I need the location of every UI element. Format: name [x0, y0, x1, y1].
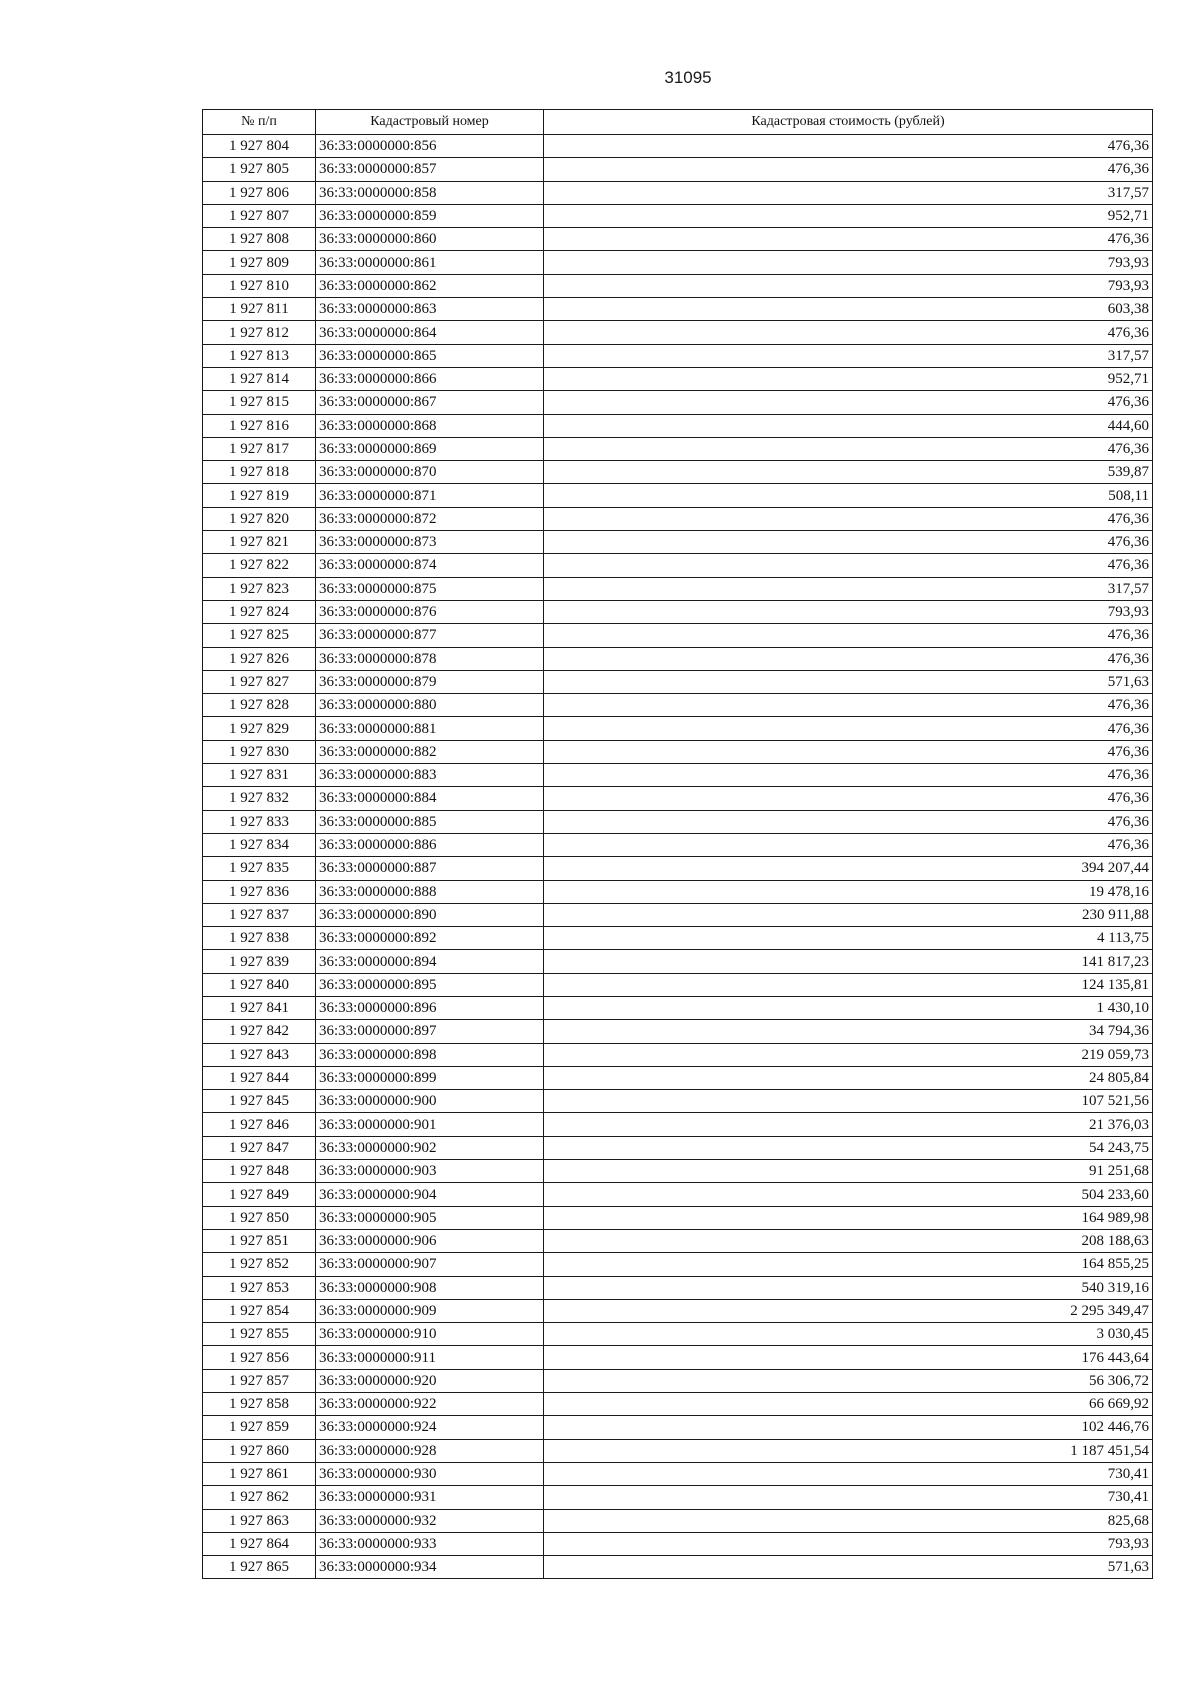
row-number-cell: 1 927 851: [203, 1229, 316, 1252]
row-number-cell: 1 927 863: [203, 1509, 316, 1532]
table-row: [203, 694, 1153, 717]
cadastral-number-cell: 36:33:0000000:904: [316, 1183, 544, 1206]
table-row: [203, 1439, 1153, 1462]
table-row: [203, 461, 1153, 484]
table-row: [203, 1113, 1153, 1136]
table-row: [203, 274, 1153, 297]
row-number-cell: 1 927 856: [203, 1346, 316, 1369]
cadastral-value-cell: 21 376,03: [544, 1113, 1153, 1136]
row-number-cell: 1 927 821: [203, 531, 316, 554]
cadastral-number-cell: 36:33:0000000:877: [316, 624, 544, 647]
table-row: [203, 624, 1153, 647]
cadastral-number-cell: 36:33:0000000:909: [316, 1299, 544, 1322]
cadastral-value-cell: 476,36: [544, 740, 1153, 763]
cadastral-value-cell: 164 855,25: [544, 1253, 1153, 1276]
cadastral-number-cell: 36:33:0000000:899: [316, 1066, 544, 1089]
cadastral-value-cell: 793,93: [544, 274, 1153, 297]
page-number: 31095: [664, 68, 712, 87]
table-row: [203, 600, 1153, 623]
row-number-cell: 1 927 842: [203, 1020, 316, 1043]
cadastral-number-cell: 36:33:0000000:872: [316, 507, 544, 530]
cadastral-value-table: [202, 109, 1153, 1579]
row-number-cell: 1 927 849: [203, 1183, 316, 1206]
cadastral-number-cell: 36:33:0000000:895: [316, 973, 544, 996]
cadastral-number-cell: 36:33:0000000:859: [316, 204, 544, 227]
cadastral-number-cell: 36:33:0000000:888: [316, 880, 544, 903]
cadastral-value-cell: 476,36: [544, 787, 1153, 810]
cadastral-value-cell: 476,36: [544, 228, 1153, 251]
header-row-number: № п/п: [203, 110, 316, 135]
row-number-cell: 1 927 864: [203, 1532, 316, 1555]
cadastral-number-cell: 36:33:0000000:874: [316, 554, 544, 577]
cadastral-value-cell: 793,93: [544, 1532, 1153, 1555]
table-row: [203, 204, 1153, 227]
cadastral-value-cell: 54 243,75: [544, 1136, 1153, 1159]
cadastral-value-cell: 19 478,16: [544, 880, 1153, 903]
cadastral-value-cell: 476,36: [544, 764, 1153, 787]
cadastral-value-cell: 730,41: [544, 1486, 1153, 1509]
cadastral-number-cell: 36:33:0000000:880: [316, 694, 544, 717]
row-number-cell: 1 927 809: [203, 251, 316, 274]
cadastral-value-cell: 476,36: [544, 647, 1153, 670]
cadastral-number-cell: 36:33:0000000:886: [316, 833, 544, 856]
cadastral-value-cell: 476,36: [544, 717, 1153, 740]
row-number-cell: 1 927 860: [203, 1439, 316, 1462]
cadastral-value-cell: 230 911,88: [544, 903, 1153, 926]
cadastral-number-cell: 36:33:0000000:869: [316, 437, 544, 460]
cadastral-number-cell: 36:33:0000000:890: [316, 903, 544, 926]
cadastral-value-cell: 164 989,98: [544, 1206, 1153, 1229]
cadastral-value-cell: 571,63: [544, 670, 1153, 693]
table-row: [203, 577, 1153, 600]
row-number-cell: 1 927 835: [203, 857, 316, 880]
table-row: [203, 1346, 1153, 1369]
row-number-cell: 1 927 813: [203, 344, 316, 367]
table-row: [203, 414, 1153, 437]
table-row: [203, 1066, 1153, 1089]
row-number-cell: 1 927 804: [203, 135, 316, 158]
header-cadastral-number: Кадастровый номер: [316, 110, 544, 135]
table-row: [203, 1486, 1153, 1509]
row-number-cell: 1 927 823: [203, 577, 316, 600]
cadastral-value-cell: 107 521,56: [544, 1090, 1153, 1113]
cadastral-value-cell: 2 295 349,47: [544, 1299, 1153, 1322]
row-number-cell: 1 927 861: [203, 1462, 316, 1485]
row-number-cell: 1 927 838: [203, 927, 316, 950]
cadastral-value-cell: 603,38: [544, 298, 1153, 321]
cadastral-value-cell: 317,57: [544, 344, 1153, 367]
cadastral-number-cell: 36:33:0000000:873: [316, 531, 544, 554]
cadastral-number-cell: 36:33:0000000:860: [316, 228, 544, 251]
row-number-cell: 1 927 839: [203, 950, 316, 973]
cadastral-number-cell: 36:33:0000000:884: [316, 787, 544, 810]
table-row: [203, 950, 1153, 973]
cadastral-value-cell: 1 430,10: [544, 996, 1153, 1019]
cadastral-value-cell: 508,11: [544, 484, 1153, 507]
cadastral-number-cell: 36:33:0000000:910: [316, 1323, 544, 1346]
row-number-cell: 1 927 828: [203, 694, 316, 717]
cadastral-number-cell: 36:33:0000000:928: [316, 1439, 544, 1462]
table-row: [203, 1323, 1153, 1346]
row-number-cell: 1 927 846: [203, 1113, 316, 1136]
row-number-cell: 1 927 831: [203, 764, 316, 787]
cadastral-value-cell: 66 669,92: [544, 1393, 1153, 1416]
cadastral-value-cell: 730,41: [544, 1462, 1153, 1485]
row-number-cell: 1 927 836: [203, 880, 316, 903]
table-row: [203, 740, 1153, 763]
cadastral-value-cell: 91 251,68: [544, 1160, 1153, 1183]
cadastral-value-cell: 141 817,23: [544, 950, 1153, 973]
table-row: [203, 903, 1153, 926]
cadastral-number-cell: 36:33:0000000:897: [316, 1020, 544, 1043]
cadastral-number-cell: 36:33:0000000:863: [316, 298, 544, 321]
cadastral-number-cell: 36:33:0000000:924: [316, 1416, 544, 1439]
table-row: [203, 554, 1153, 577]
cadastral-value-cell: 317,57: [544, 577, 1153, 600]
table-row: [203, 437, 1153, 460]
cadastral-value-cell: 24 805,84: [544, 1066, 1153, 1089]
cadastral-number-cell: 36:33:0000000:858: [316, 181, 544, 204]
table-row: [203, 1509, 1153, 1532]
cadastral-value-cell: 4 113,75: [544, 927, 1153, 950]
table-row: [203, 321, 1153, 344]
row-number-cell: 1 927 824: [203, 600, 316, 623]
table-row: [203, 135, 1153, 158]
cadastral-number-cell: 36:33:0000000:896: [316, 996, 544, 1019]
row-number-cell: 1 927 865: [203, 1556, 316, 1579]
cadastral-value-cell: 124 135,81: [544, 973, 1153, 996]
cadastral-number-cell: 36:33:0000000:870: [316, 461, 544, 484]
row-number-cell: 1 927 834: [203, 833, 316, 856]
cadastral-number-cell: 36:33:0000000:933: [316, 1532, 544, 1555]
table-row: [203, 647, 1153, 670]
cadastral-number-cell: 36:33:0000000:883: [316, 764, 544, 787]
cadastral-number-cell: 36:33:0000000:922: [316, 1393, 544, 1416]
cadastral-value-cell: 504 233,60: [544, 1183, 1153, 1206]
cadastral-value-cell: 476,36: [544, 391, 1153, 414]
table-row: [203, 764, 1153, 787]
cadastral-number-cell: 36:33:0000000:920: [316, 1369, 544, 1392]
table-row: [203, 298, 1153, 321]
table-row: [203, 1160, 1153, 1183]
row-number-cell: 1 927 818: [203, 461, 316, 484]
row-number-cell: 1 927 832: [203, 787, 316, 810]
table-row: [203, 158, 1153, 181]
row-number-cell: 1 927 805: [203, 158, 316, 181]
cadastral-value-cell: 571,63: [544, 1556, 1153, 1579]
cadastral-number-cell: 36:33:0000000:887: [316, 857, 544, 880]
row-number-cell: 1 927 817: [203, 437, 316, 460]
table-row: [203, 833, 1153, 856]
cadastral-value-cell: 793,93: [544, 251, 1153, 274]
table-row: [203, 1136, 1153, 1159]
cadastral-value-cell: 219 059,73: [544, 1043, 1153, 1066]
cadastral-value-cell: 476,36: [544, 321, 1153, 344]
table-row: [203, 531, 1153, 554]
cadastral-value-cell: 539,87: [544, 461, 1153, 484]
cadastral-value-cell: 476,36: [544, 135, 1153, 158]
cadastral-number-cell: 36:33:0000000:857: [316, 158, 544, 181]
table-row: [203, 1393, 1153, 1416]
cadastral-value-cell: 952,71: [544, 367, 1153, 390]
table-row: [203, 1206, 1153, 1229]
cadastral-number-cell: 36:33:0000000:902: [316, 1136, 544, 1159]
row-number-cell: 1 927 830: [203, 740, 316, 763]
table-row: [203, 1183, 1153, 1206]
table-row: [203, 927, 1153, 950]
table-row: [203, 880, 1153, 903]
row-number-cell: 1 927 819: [203, 484, 316, 507]
cadastral-number-cell: 36:33:0000000:868: [316, 414, 544, 437]
row-number-cell: 1 927 841: [203, 996, 316, 1019]
table-row: [203, 367, 1153, 390]
cadastral-value-cell: 476,36: [544, 694, 1153, 717]
table-row: [203, 391, 1153, 414]
header-cadastral-value: Кадастровая стоимость (рублей): [544, 110, 1153, 135]
cadastral-number-cell: 36:33:0000000:894: [316, 950, 544, 973]
cadastral-number-cell: 36:33:0000000:903: [316, 1160, 544, 1183]
header-row: [203, 110, 1153, 135]
table-row: [203, 810, 1153, 833]
cadastral-number-cell: 36:33:0000000:906: [316, 1229, 544, 1252]
cadastral-value-cell: 476,36: [544, 437, 1153, 460]
cadastral-number-cell: 36:33:0000000:856: [316, 135, 544, 158]
table-row: [203, 228, 1153, 251]
cadastral-value-cell: 476,36: [544, 554, 1153, 577]
cadastral-number-cell: 36:33:0000000:864: [316, 321, 544, 344]
row-number-cell: 1 927 814: [203, 367, 316, 390]
cadastral-value-cell: 3 030,45: [544, 1323, 1153, 1346]
cadastral-value-cell: 952,71: [544, 204, 1153, 227]
cadastral-number-cell: 36:33:0000000:930: [316, 1462, 544, 1485]
table-row: [203, 973, 1153, 996]
row-number-cell: 1 927 833: [203, 810, 316, 833]
row-number-cell: 1 927 810: [203, 274, 316, 297]
cadastral-value-cell: 476,36: [544, 833, 1153, 856]
cadastral-value-cell: 476,36: [544, 158, 1153, 181]
cadastral-number-cell: 36:33:0000000:907: [316, 1253, 544, 1276]
table-row: [203, 1416, 1153, 1439]
row-number-cell: 1 927 848: [203, 1160, 316, 1183]
cadastral-number-cell: 36:33:0000000:861: [316, 251, 544, 274]
table-row: [203, 996, 1153, 1019]
cadastral-value-cell: 540 319,16: [544, 1276, 1153, 1299]
row-number-cell: 1 927 857: [203, 1369, 316, 1392]
cadastral-number-cell: 36:33:0000000:879: [316, 670, 544, 693]
cadastral-number-cell: 36:33:0000000:934: [316, 1556, 544, 1579]
cadastral-number-cell: 36:33:0000000:882: [316, 740, 544, 763]
cadastral-value-cell: 208 188,63: [544, 1229, 1153, 1252]
table-row: [203, 1020, 1153, 1043]
cadastral-value-cell: 394 207,44: [544, 857, 1153, 880]
cadastral-number-cell: 36:33:0000000:932: [316, 1509, 544, 1532]
cadastral-number-cell: 36:33:0000000:885: [316, 810, 544, 833]
table-row: [203, 1299, 1153, 1322]
row-number-cell: 1 927 858: [203, 1393, 316, 1416]
table-row: [203, 181, 1153, 204]
cadastral-value-cell: 317,57: [544, 181, 1153, 204]
row-number-cell: 1 927 843: [203, 1043, 316, 1066]
row-number-cell: 1 927 829: [203, 717, 316, 740]
table-row: [203, 344, 1153, 367]
cadastral-value-cell: 56 306,72: [544, 1369, 1153, 1392]
row-number-cell: 1 927 826: [203, 647, 316, 670]
row-number-cell: 1 927 816: [203, 414, 316, 437]
row-number-cell: 1 927 859: [203, 1416, 316, 1439]
cadastral-number-cell: 36:33:0000000:901: [316, 1113, 544, 1136]
cadastral-number-cell: 36:33:0000000:900: [316, 1090, 544, 1113]
row-number-cell: 1 927 847: [203, 1136, 316, 1159]
cadastral-number-cell: 36:33:0000000:867: [316, 391, 544, 414]
row-number-cell: 1 927 815: [203, 391, 316, 414]
cadastral-value-cell: 825,68: [544, 1509, 1153, 1532]
cadastral-value-cell: 793,93: [544, 600, 1153, 623]
cadastral-number-cell: 36:33:0000000:911: [316, 1346, 544, 1369]
table-row: [203, 787, 1153, 810]
table-body: [203, 135, 1153, 1579]
cadastral-number-cell: 36:33:0000000:881: [316, 717, 544, 740]
cadastral-number-cell: 36:33:0000000:865: [316, 344, 544, 367]
row-number-cell: 1 927 822: [203, 554, 316, 577]
table-row: [203, 507, 1153, 530]
cadastral-number-cell: 36:33:0000000:862: [316, 274, 544, 297]
cadastral-number-cell: 36:33:0000000:905: [316, 1206, 544, 1229]
cadastral-number-cell: 36:33:0000000:876: [316, 600, 544, 623]
row-number-cell: 1 927 807: [203, 204, 316, 227]
cadastral-number-cell: 36:33:0000000:931: [316, 1486, 544, 1509]
row-number-cell: 1 927 806: [203, 181, 316, 204]
row-number-cell: 1 927 808: [203, 228, 316, 251]
cadastral-value-cell: 476,36: [544, 507, 1153, 530]
cadastral-number-cell: 36:33:0000000:871: [316, 484, 544, 507]
table-row: [203, 857, 1153, 880]
cadastral-number-cell: 36:33:0000000:892: [316, 927, 544, 950]
row-number-cell: 1 927 812: [203, 321, 316, 344]
cadastral-value-cell: 476,36: [544, 624, 1153, 647]
cadastral-number-cell: 36:33:0000000:875: [316, 577, 544, 600]
table-row: [203, 1369, 1153, 1392]
table-row: [203, 251, 1153, 274]
cadastral-number-cell: 36:33:0000000:866: [316, 367, 544, 390]
table-row: [203, 1276, 1153, 1299]
table-row: [203, 717, 1153, 740]
row-number-cell: 1 927 811: [203, 298, 316, 321]
cadastral-value-cell: 476,36: [544, 810, 1153, 833]
table-row: [203, 484, 1153, 507]
row-number-cell: 1 927 837: [203, 903, 316, 926]
cadastral-value-cell: 444,60: [544, 414, 1153, 437]
table-row: [203, 1556, 1153, 1579]
row-number-cell: 1 927 852: [203, 1253, 316, 1276]
table-row: [203, 1462, 1153, 1485]
cadastral-value-cell: 34 794,36: [544, 1020, 1153, 1043]
row-number-cell: 1 927 820: [203, 507, 316, 530]
cadastral-number-cell: 36:33:0000000:878: [316, 647, 544, 670]
row-number-cell: 1 927 825: [203, 624, 316, 647]
table-row: [203, 1090, 1153, 1113]
row-number-cell: 1 927 850: [203, 1206, 316, 1229]
table-row: [203, 1532, 1153, 1555]
cadastral-value-cell: 476,36: [544, 531, 1153, 554]
row-number-cell: 1 927 862: [203, 1486, 316, 1509]
cadastral-number-cell: 36:33:0000000:898: [316, 1043, 544, 1066]
cadastral-value-cell: 1 187 451,54: [544, 1439, 1153, 1462]
table-row: [203, 1229, 1153, 1252]
cadastral-value-cell: 176 443,64: [544, 1346, 1153, 1369]
cadastral-number-cell: 36:33:0000000:908: [316, 1276, 544, 1299]
row-number-cell: 1 927 853: [203, 1276, 316, 1299]
table-header: [203, 110, 1153, 135]
table-row: [203, 670, 1153, 693]
row-number-cell: 1 927 844: [203, 1066, 316, 1089]
row-number-cell: 1 927 840: [203, 973, 316, 996]
row-number-cell: 1 927 855: [203, 1323, 316, 1346]
table-row: [203, 1043, 1153, 1066]
cadastral-value-cell: 102 446,76: [544, 1416, 1153, 1439]
table-row: [203, 1253, 1153, 1276]
row-number-cell: 1 927 845: [203, 1090, 316, 1113]
row-number-cell: 1 927 827: [203, 670, 316, 693]
row-number-cell: 1 927 854: [203, 1299, 316, 1322]
